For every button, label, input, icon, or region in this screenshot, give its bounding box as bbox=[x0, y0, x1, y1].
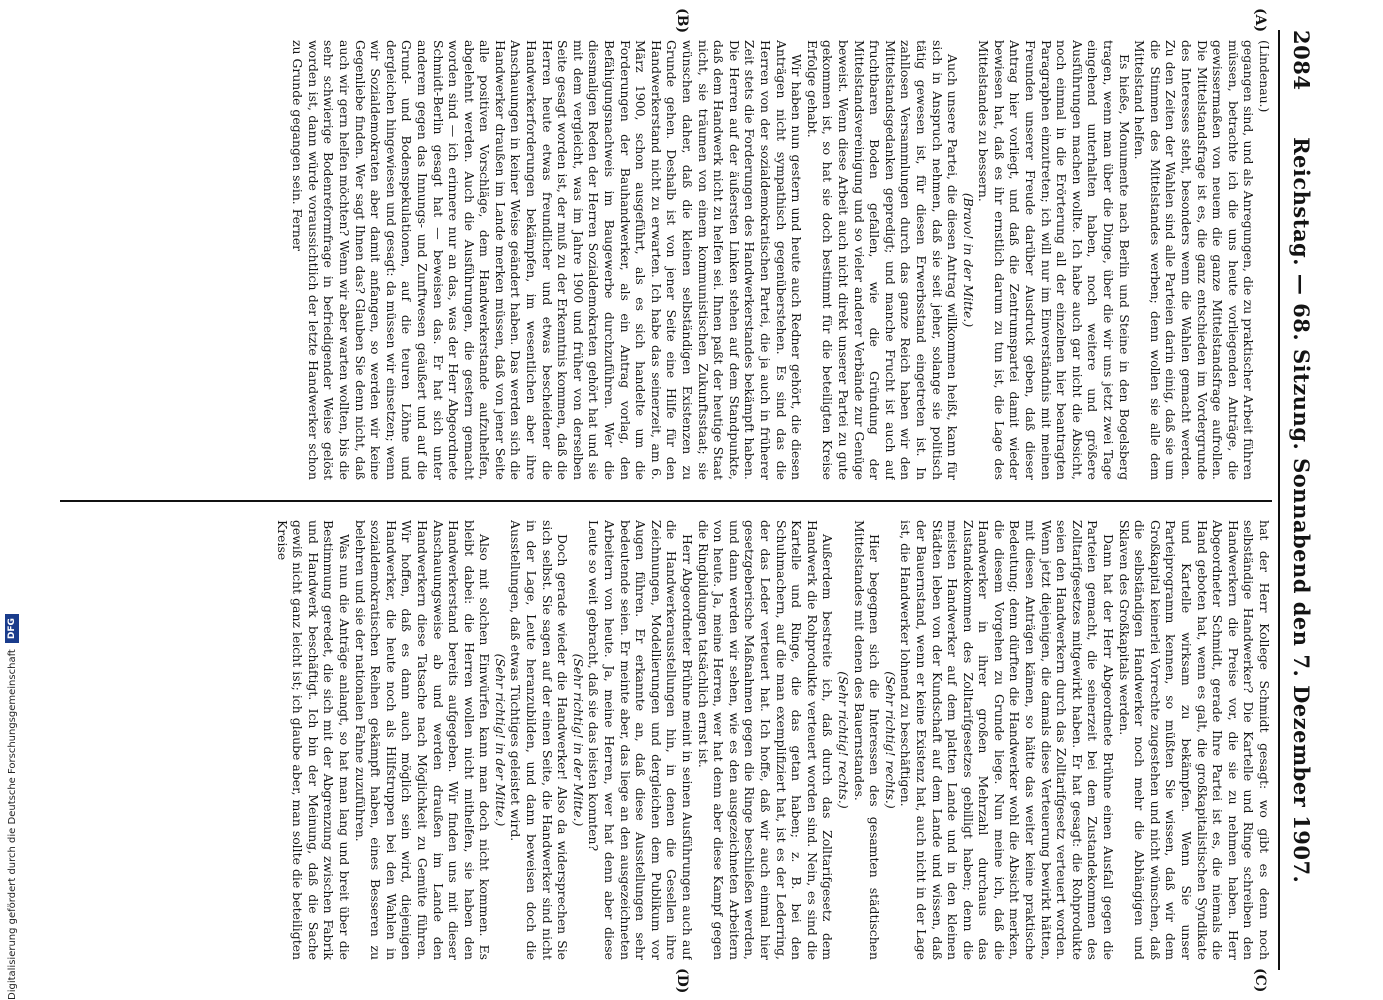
paragraph: gegangen sind, und als Anregungen, die zu praktischer Arbeit führen müssen, betrachte ich die uns heute vorliegenden Anträge, die gewissermaßen von neuem die ganze Mittelstandsfrage aufrollen. Die Mittelstandsfrage ist es, die ganz entschieden im Vordergrunde des Interesses steht, besonders wenn die Wahlen gemacht werden. Zu den Zeiten der Wahlen sind alle Parteien darin einig, daß sie um die Stimmen des Mittelstandes werben; denn wollen sie alle dem Mittelstand helfen. bbox=[1132, 40, 1257, 480]
paragraph: Wir haben nun gestern und heute auch Redner gehört, die diesen Anträgen nicht sympathisch gegenüberstehen. Es sind das die Herren von der sozialdemokratischen Partei, die ja auch in früherer Zeit stets die Forderungen des Handwerkerstandes bekämpft haben. Die Herren auf der äußersten Linken stehen auf dem Standpunkte, daß dem Handwerk nicht zu helfen sei. Ihnen paßt der heutige Staat nicht, sie träumen von einem kommunistischen Zukunftsstaat; sie wünschen daher, daß die kleinen selbständigen Existenzen zu Grunde gehen. Deshalb ist von jener Seite eine Hilfe für den Handwerkerstand nicht zu erwarten. Ich habe das seinerzeit, am 6. März 1900, schon ausgeführt, als es sich handelte um die Forderungen der Bauhandwerker, als ein Antrag vorlag, den Befähigungsnachweis im Baugewerbe durchzuführen. Wer die diesmaligen Reden der Herren Sozialdemokraten gehört hat und sie mit dem vergleicht, was im Jahre 1900 und früher von derselben Seite gesagt worden ist, der muß zu der Erkenntnis kommen, daß die Herren heute etwas freundlicher und etwas bescheidener die Handwerkerforderungen bekämpfen, im wesentlichen aber ihre Anschauungen in keiner Weise geändert haben. Das werden sich die Handwerker draußen im Lande merken müssen, daß von jener Seite alle positiven Vorschläge, dem Handwerkerstande aufzuhelfen, abgelehnt werden. Auch die Ausführungen, die gestern gemacht worden sind — ich erinnere nur an das, was der Herr Abgeordnete Schmidt-Berlin gesagt hat — beweisen das. Er hat sich unter anderem gegen das Innungs- und Zunftwesen geäußert und auf die Grund- und Bodenspekulationen, auf die teuren Löhne und dergleichen hingewiesen und gesagt: da müssen wir einsetzen; wenn wir Sozialdemokraten aber damit anfangen, so werden wir keine Gegenliebe finden. Wer sagt Ihnen das? Glauben Sie denn nicht, daß auch wir gern helfen möchten? Wenn wir aber warten wollten, bis die sehr schwierige Bodenreformfrage in befriedigender Weise gelöst worden ist, dann würde voraussichtlich der letzte Handwerker schon zu Grunde gegangen sein. Ferner bbox=[290, 40, 805, 480]
paragraph: (Sehr richtig! rechts.) bbox=[882, 671, 898, 809]
paragraph: (Sehr richtig! in der Mitte.) bbox=[492, 653, 508, 827]
paragraph: Außerdem bestreite ich, daß durch das Zolltarifgesetz dem Handwerk die Rohprodukte verteuert worden sind. Nein, es sind die Kartelle und Ringe, die das getan haben; z. B. bei den Schuhmachern, auf die man exemplifiziert hat, ist es der Lederring, der das Leder verteuert hat. Ich hoffe, daß wir auch einmal hier gesetzgeberische Maßnahmen gegen die Ringe beschließen werden, und dann werden wir sehen, wie es den ausgezeichneten Arbeitern von heute. Ja, meine Herren, wer hat denn aber diese Kampf gegen die Ringbildungen tatsächlich ernst ist. bbox=[695, 520, 836, 960]
left-text-column bbox=[60, 40, 1272, 480]
page-title: Reichstag. — 68. Sitzung. Sonnabend den 7. Dezember 1907. bbox=[1289, 137, 1315, 884]
paragraph: (Sehr richtig! rechts.) bbox=[835, 671, 851, 809]
dfg-logo: DFG bbox=[5, 614, 19, 643]
rotated-document-page bbox=[50, 0, 1330, 1000]
paragraph: hat der Herr Kollege Schmidt gesagt: wo gibt es denn noch selbständige Handwerker? Die Kartelle und Ringe schreiben den Handwerkern die Preise vor, die sie zu nehmen haben. Herr Abgeordneter Schmidt, gerade Ihre Partei ist es, die niemals die Hand geboten hat, wenn es galt, die großkapitalistischen Syndikate und Kartelle wirksam zu bekämpfen. Wenn Sie unser Parteiprogramm kennen, so müßten Sie wissen, daß wir dem Großkapital keinerlei Vorrechte zugestehen und nicht wünschen, daß die selbständigen Handwerker noch mehr die Abhängigen und Sklaven des Großkapitals werden. bbox=[1116, 520, 1272, 960]
paragraph: Doch gerade wieder die Handwerker! Also da widersprechen Sie sich selbst. Sie sagen auf der einen Seite, die Handwerker sind nicht in der Lage, Leute heranzubilden, und dann beweisen doch die Ausstellungen, daß etwas Tüchtiges geleistet wird. bbox=[508, 520, 571, 960]
margin-marker-d: (D) bbox=[674, 968, 690, 994]
paragraph: (Sehr richtig! in der Mitte.) bbox=[570, 653, 586, 827]
paragraph: Also mit solchen Einwürfen kann man doch nicht kommen. Es bleibt dabei: die Herren wollen nicht mithelfen, sie haben den Handwerkerstand bereits aufgegeben. Wir finden uns mit dieser Anschauungsweise ab und werden draußen im Lande den Handwerkern diese Tatsache nach Möglichkeit zu Gemüte führen. Wir hoffen, daß es dann auch möglich sein wird, diejenigen Handwerker, die heute noch als Hilfstruppen bei den Wahlen in sozialdemokratischen Reihen gekämpft haben, eines Besseren zu belehren und sie der nationalen Fahne zuzuführen. bbox=[352, 520, 493, 960]
digitization-note: Digitalisierung gefördert durch die Deutsche Forschungsgemeinschaft bbox=[6, 649, 18, 1000]
digitization-footer bbox=[4, 0, 20, 1000]
header-rule bbox=[1278, 30, 1280, 970]
paragraph: Hier begegnen sich die Interessen des gesamten städtischen Mittelstandes mit denen des Bauernstandes. bbox=[851, 520, 883, 960]
right-text-column bbox=[60, 520, 1272, 960]
paragraph: Herr Abgeordneter Brühne meint in seinen Ausführungen auch auf die Handwerkerausstellungen hin, in denen die Gesellen ihre Zeichnungen, Modellierungen und dergleichen dem Publikum vor Augen führen. Er erkannte an, daß diese Ausstellungen sehr bedeutende seien. Er meinte aber, das liege an den ausgezeichneten Arbeitern von heute. Ja, meine Herren, wer hat denn aber diese Leute so weit gebracht, daß sie das leisten konnten? bbox=[586, 520, 696, 960]
paragraph: (Bravo! in der Mitte.) bbox=[960, 192, 976, 328]
paragraph: Was nun die Anträge anlangt, so hat man lang und breit über die Bestimmung geredet, die sich mit der Abgrenzung zwischen Fabrik und Handwerk beschäftigt. Ich bin der Meinung, daß die Sache gewiß nicht ganz leicht ist; ich glaube aber, man sollte die beteiligten Kreise bbox=[274, 520, 352, 960]
page-number: 2084 bbox=[1289, 30, 1315, 91]
paragraph: (Lindenau.) bbox=[1257, 40, 1272, 113]
paragraph: Dann hat der Herr Abgeordnete Brühne einen Ausfall gegen die Parteien gemacht, die seinerzeit bei dem Zustandekommen des Zolltarifgesetzes mitgewirkt haben. Er hat gesagt: die Rohprodukte seien den Handwerkern durch das Zolltarifgesetz verteuert worden. Wenn jetzt diejenigen, die damals diese Verteuerung bewirkt hätten, mit diesen Anträgen kämen, so hätte das weiter keine praktische Bedeutung; denn dürften die Handwerker wohl die Absicht merken, die diesem Vorgehen zu Grunde liege. Nun meine ich, daß die Handwerker in ihrer großen Mehrzahl durchaus das Zustandekommen des Zolltarifgesetzes gebilligt haben; denn die meisten Handwerker auf dem platten Lande und in den kleinen Städten leben von der Kundschaft auf dem Lande und wissen, daß der Bauernstand, wenn er keine Existenz hat, auch nicht in der Lage ist, die Handwerker lohnend zu beschäftigen. bbox=[898, 520, 1117, 960]
paragraph: Es hieße, Monumente nach Berlin und Steine in den Bogelsberg tragen, wenn man über die Dinge, über die wir uns jetzt zwei Tage eingehend unterhalten haben, noch weitere und größere Ausführungen machen wollte. Ich habe auch gar nicht die Absicht, noch einmal in die Erörterung all der einzelnen hier beantragten Paragraphen einzutreten; ich will nur im Einverständnis mit meinen Freunden unserer Freude darüber Ausdruck geben, daß dieser Antrag hier vorliegt, und daß die Zentrumspartei damit wieder bewiesen hat, daß es ihr ernstlich darum zu tun ist, die Lage des Mittelstandes zu bessern. bbox=[976, 40, 1132, 480]
margin-marker-c: (C) bbox=[1252, 968, 1268, 993]
column-divider bbox=[60, 500, 1272, 502]
page-header bbox=[1282, 30, 1322, 970]
margin-marker-b: (B) bbox=[674, 8, 690, 34]
paragraph: Auch unsere Partei, die diesen Antrag willkommen heißt, kann für sich in Anspruch nehmen, daß sie seit jeher, solange sie politisch tätig gewesen ist, für diesen Erwerbsstand eingetreten ist. In zahllosen Versammlungen durch das ganze Reich haben wir den Mittelstandsgedanken gepredigt; und manche Frucht ist auch auf fruchtbaren Boden gefallen, wie die Gründung der Mittelstandsvereinigung und so vieler anderer Verbände zur Genüge beweist. Wenn diese Arbeit auch nicht direkt unserer Partei zu gute gekommen ist, so hat sie doch bestimmt für die beteiligten Kreise Erfolge gehabt. bbox=[804, 40, 961, 480]
margin-marker-a: (A) bbox=[1252, 8, 1268, 33]
